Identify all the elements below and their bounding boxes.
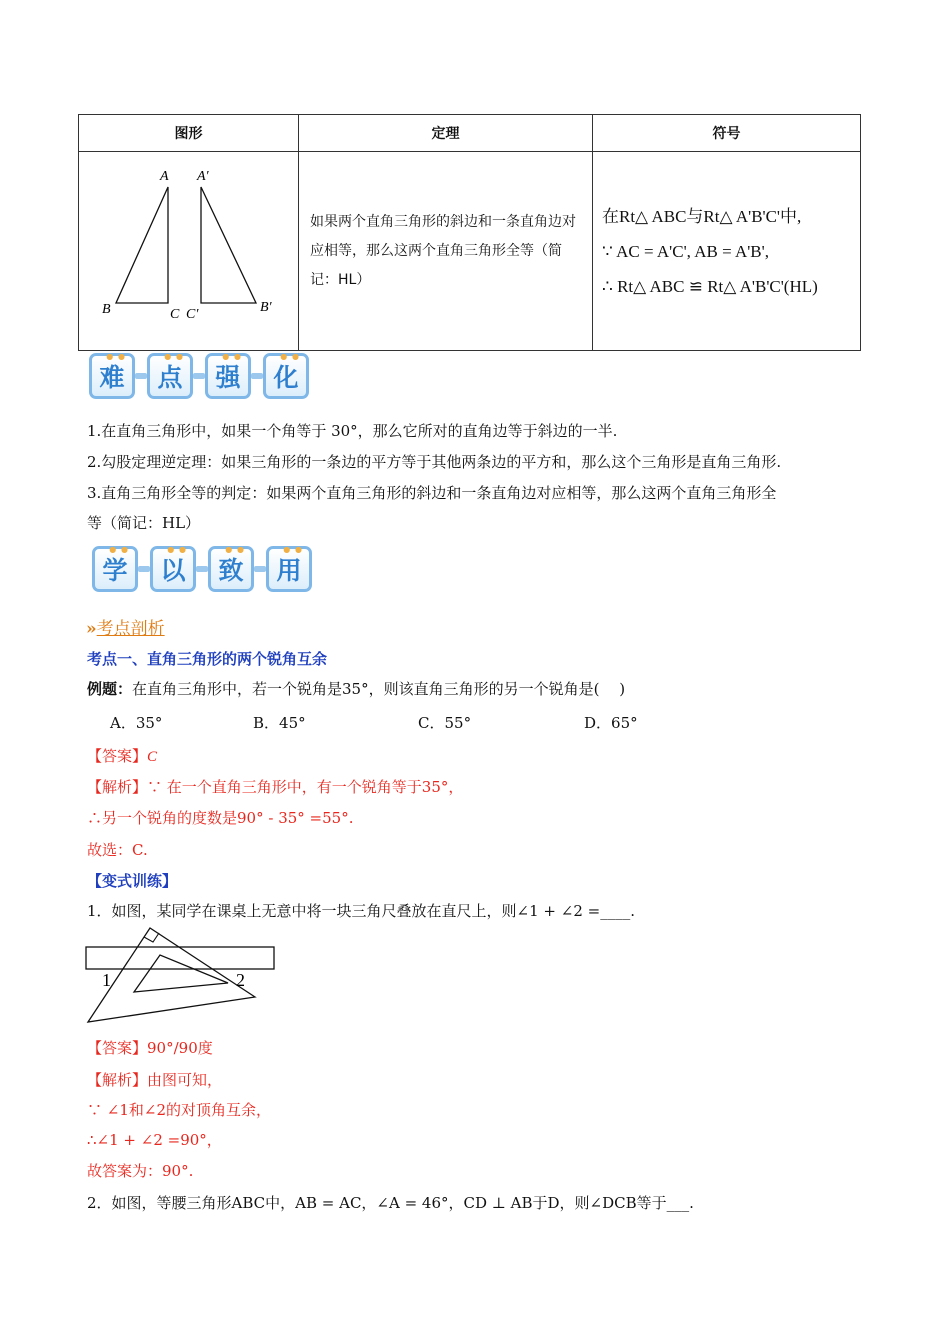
example-question: 例题：在直角三角形中，若一个锐角是35°，则该直角三角形的另一个锐角是( ): [87, 680, 626, 698]
badge-char: ● ● 以: [150, 546, 196, 592]
section-badge-difficulty: [89, 353, 309, 399]
badge-char: ● ● 强: [205, 353, 251, 399]
badge-char: ● ● 难: [89, 353, 135, 399]
set-square-inner: [134, 955, 228, 992]
symbol-line-3: ∴ Rt△ ABC ≌ Rt△ A'B'C'(HL): [602, 276, 818, 296]
double-chevron-icon: »: [86, 619, 97, 639]
header-figure: 图形: [79, 115, 299, 152]
angle-label-1: 1: [102, 970, 111, 990]
q1-answer: 【答案】90°/90度: [87, 1039, 213, 1057]
theorem-table: [78, 114, 861, 351]
label-a-prime: A′: [197, 169, 209, 184]
option-c: C．55°: [418, 714, 472, 732]
example-analysis-1: 【解析】∵ 在一个直角三角形中，有一个锐角等于35°，: [87, 778, 464, 796]
point-1: 1.在直角三角形中，如果一个角等于 30°，那么它所对的直角边等于斜边的一半.: [87, 422, 618, 440]
point-3: 3.直角三角形全等的判定：如果两个直角三角形的斜边和一条直角边对应相等，那么这两个直角三角形全: [87, 484, 777, 502]
option-d: D．65°: [584, 714, 638, 732]
q1-analysis: 【解析】由图可知，: [87, 1071, 223, 1089]
option-a: A．35°: [110, 714, 163, 732]
example-answer: 【答案】C: [87, 747, 158, 765]
example-analysis-3: 故选：C.: [87, 841, 148, 859]
badge-char: ● ● 学: [92, 546, 138, 592]
label-b: B: [102, 302, 111, 317]
badge-char: ● ● 点: [147, 353, 193, 399]
ruler-triangle-figure: [80, 925, 280, 1027]
option-b: B．45°: [253, 714, 306, 732]
question-2: 2．如图，等腰三角形ABC中，AB = AC，∠A = 46°，CD ⊥ AB于D，则∠DCB等于___.: [87, 1194, 694, 1212]
figure-cell: [79, 152, 299, 351]
set-square-outer: [88, 928, 255, 1022]
symbol-cell: [593, 152, 861, 351]
example-analysis-2: ∴另一个锐角的度数是90° - 35° =55°.: [87, 809, 354, 827]
label-c: C: [170, 307, 180, 322]
ruler: [86, 947, 274, 969]
question-1: 1．如图，某同学在课桌上无意中将一块三角尺叠放在直尺上，则∠1 + ∠2 =____.: [87, 902, 635, 920]
badge-char: ● ● 化: [263, 353, 309, 399]
theorem-cell: [299, 152, 593, 351]
q1-line-3: 故答案为：90°.: [87, 1162, 194, 1180]
q1-line-1: ∵ ∠1和∠2的对顶角互余，: [87, 1101, 271, 1119]
header-symbol: 符号: [593, 115, 861, 152]
label-a: A: [160, 169, 169, 184]
congruent-triangles-figure: [80, 153, 297, 345]
triangle-abc-prime: [201, 187, 256, 303]
variant-heading: 【变式训练】: [87, 872, 178, 890]
q1-line-2: ∴∠1 + ∠2 =90°，: [87, 1131, 222, 1149]
label-b-prime: B′: [260, 300, 272, 315]
symbol-line-1: 在Rt△ ABC与Rt△ A'B'C'中,: [602, 206, 802, 226]
angle-label-2: 2: [236, 970, 245, 990]
theorem-text: 如果两个直角三角形的斜边和一条直角边对应相等，那么这两个直角三角形全等（简记：HL）: [310, 213, 576, 288]
point-2: 2.勾股定理逆定理：如果三角形的一条边的平方等于其他两条边的平方和，那么这个三角形是直角三角形.: [87, 453, 782, 471]
symbol-line-2: ∵ AC = A'C', AB = A'B',: [602, 241, 769, 261]
section-badge-practice: [92, 546, 312, 592]
point-3-cont: 等（简记：HL）: [87, 514, 201, 532]
badge-char: ● ● 用: [266, 546, 312, 592]
header-theorem: 定理: [299, 115, 593, 152]
triangle-abc: [116, 187, 168, 303]
analysis-heading: »考点剖析: [86, 619, 165, 639]
badge-char: ● ● 致: [208, 546, 254, 592]
topic-1-title: 考点一、直角三角形的两个锐角互余: [87, 650, 328, 668]
label-c-prime: C′: [186, 307, 199, 322]
